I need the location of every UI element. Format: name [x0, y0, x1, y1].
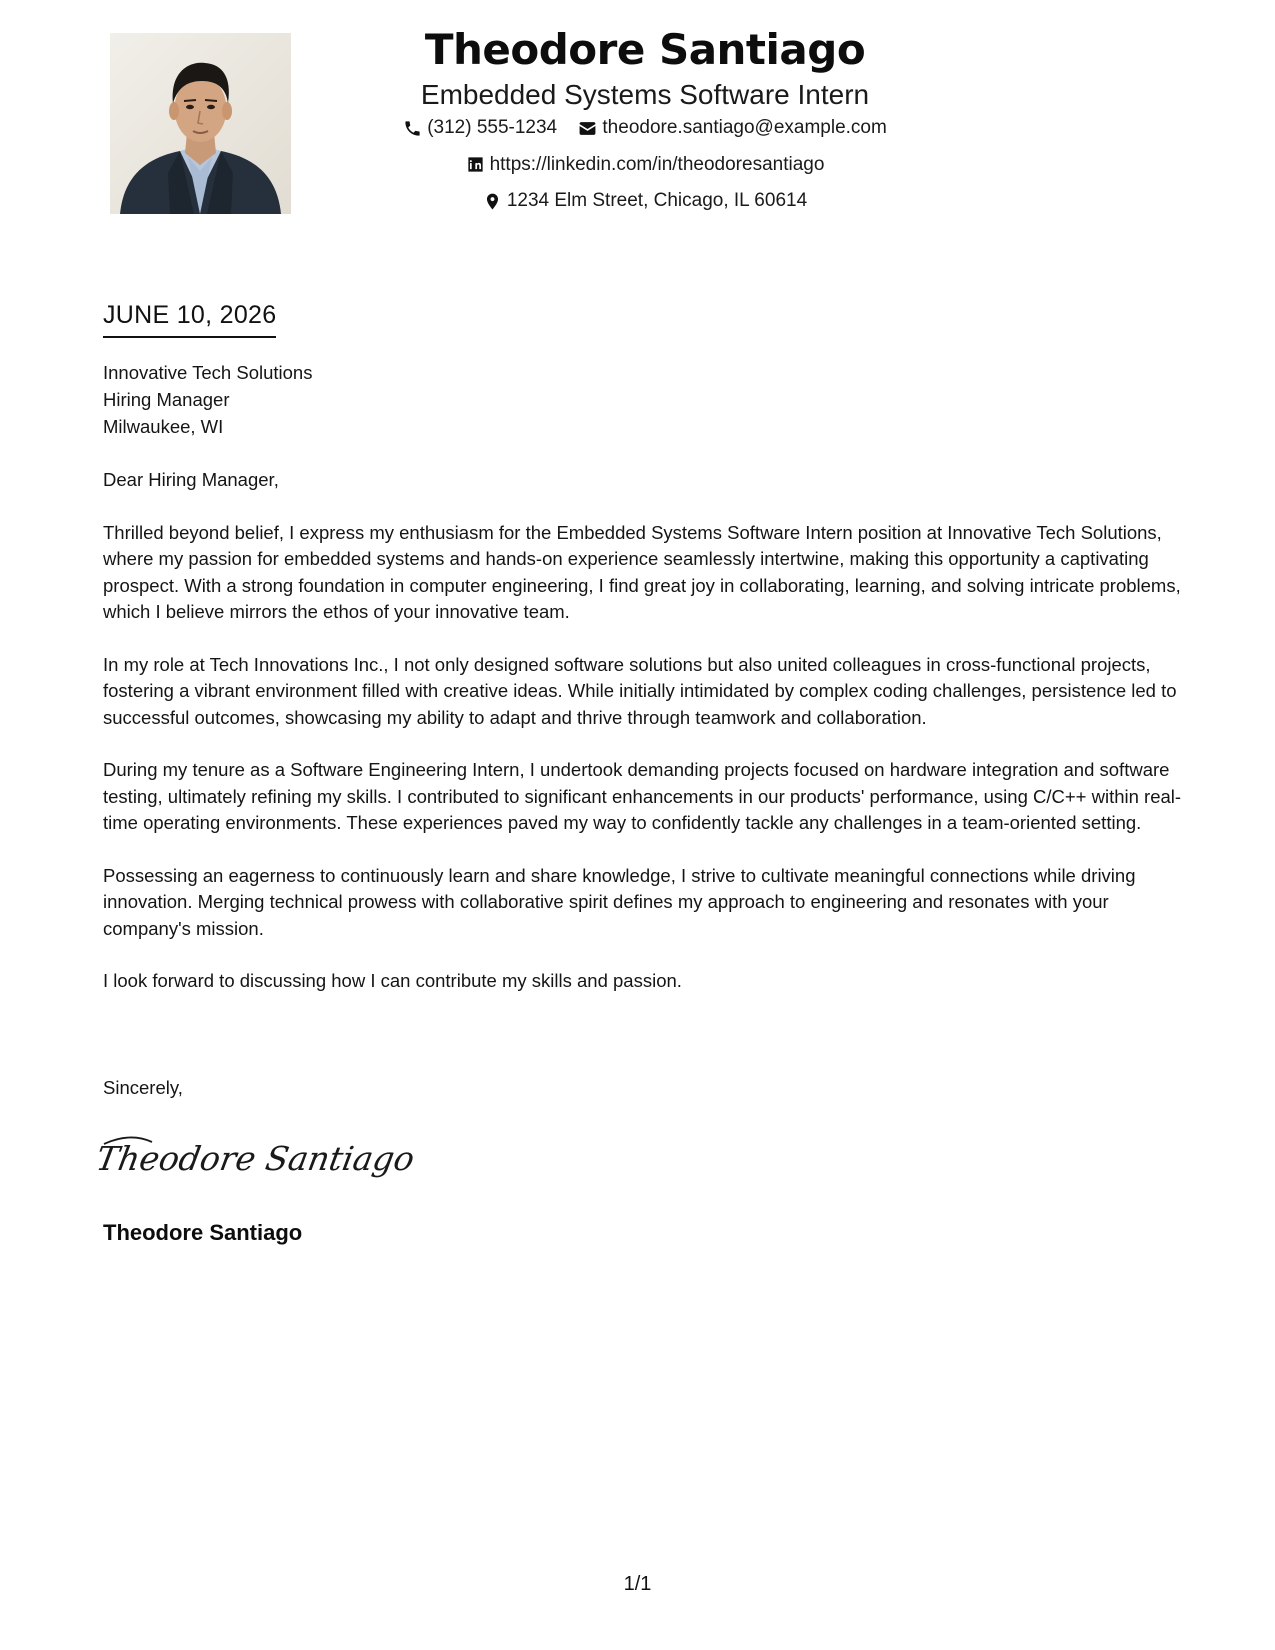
recipient-role: Hiring Manager: [103, 389, 230, 410]
paragraph-3: During my tenure as a Software Engineering Intern, I undertook demanding projects focused on hardware integration and software testing, ultimately refining my skills. I contributed to significant enhancements in our products' performance, using C/C++ within real-time operating environments. These experiences paved my way to confidently tackle any challenges in a team-oriented setting.: [103, 759, 1182, 833]
date-block: [103, 298, 276, 338]
phone-contact: [403, 112, 557, 144]
phone-icon: [403, 119, 422, 138]
signer-name: Theodore Santiago: [103, 1220, 303, 1245]
salutation: Dear Hiring Manager,: [103, 469, 279, 490]
paragraph-5: I look forward to discussing how I can contribute my skills and passion.: [103, 970, 682, 991]
recipient-block: [103, 359, 312, 440]
contact-line-3: [290, 185, 1000, 222]
linkedin-text[interactable]: https://linkedin.com/in/theodoresantiago: [489, 153, 825, 175]
map-pin-icon: [483, 192, 502, 211]
signature-glyphs: Theodore Santiago: [93, 1139, 418, 1178]
phone-text: (312) 555-1234: [427, 117, 558, 138]
profile-photo: [110, 33, 291, 214]
address-contact: [483, 185, 807, 217]
applicant-name: Theodore Santiago: [424, 25, 866, 74]
letter-body: [103, 467, 1183, 1021]
paragraph-1: Thrilled beyond belief, I express my enthusiasm for the Embedded Systems Software Intern position at Innovative Tech Solutions, where my passion for embedded systems and hands-on experience seamlessly intertwine, making this opportunity a captivating prospect. With a strong foundation in computer engineering, I find great joy in collaborating, learning, and solving intricate problems, which I believe mirrors the ethos of your innovative team.: [103, 521, 1181, 622]
email-contact[interactable]: [578, 112, 886, 144]
envelope-icon: [578, 119, 597, 138]
paragraph-4: Possessing an eagerness to continuously learn and share knowledge, I strive to cultivate meaningful connections while driving innovation. Merging technical prowess with collaborative spirit defines my approach to engineering and resonates with your company's mission.: [103, 864, 1136, 939]
job-title: Embedded Systems Software Intern: [420, 79, 870, 110]
closing: Sincerely,: [103, 1077, 183, 1098]
recipient-location: Milwaukee, WI: [103, 416, 224, 437]
contact-line-1: [290, 112, 1000, 149]
letter-header: [290, 22, 1000, 222]
handwritten-signature: [93, 1128, 418, 1188]
letter-date: JUNE 10, 2026: [103, 298, 276, 338]
address-text: 1234 Elm Street, Chicago, IL 60614: [506, 190, 808, 211]
email-text[interactable]: theodore.santiago@example.com: [602, 117, 887, 138]
paragraph-2: In my role at Tech Innovations Inc., I not only designed software solutions but also united colleagues in cross-functional projects, fostering a vibrant environment filled with creative ideas. While initially intimidated by complex coding challenges, persistence led to successful outcomes, showcasing my ability to adapt and thrive through teamwork and collaboration.: [103, 653, 1177, 728]
recipient-company: Innovative Tech Solutions: [103, 362, 313, 383]
contact-line-2: [290, 149, 1000, 186]
page-number: 1/1: [623, 1573, 652, 1595]
linkedin-contact[interactable]: [466, 149, 825, 181]
linkedin-icon: [466, 155, 485, 174]
